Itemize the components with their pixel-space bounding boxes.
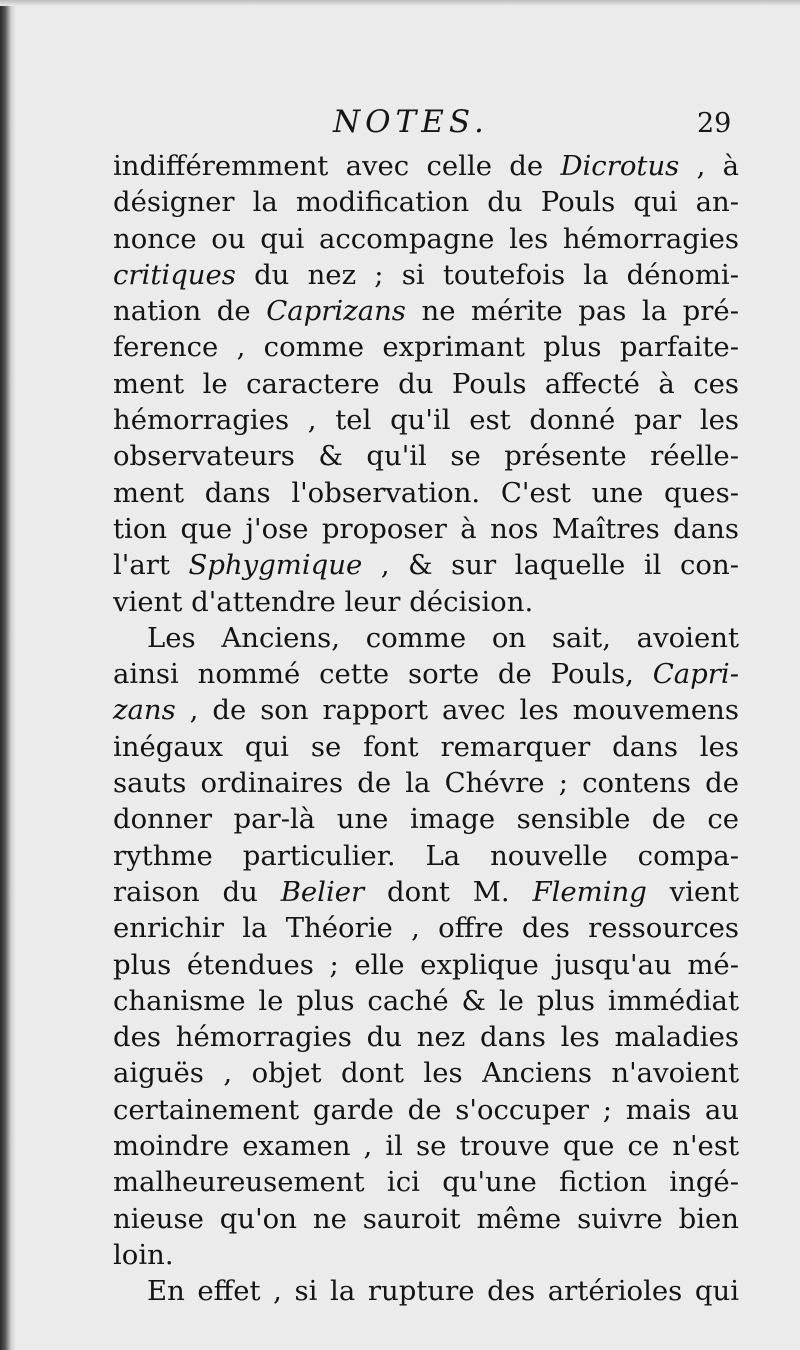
text-segment: nonce ou qui accompagne les hémorragies (113, 222, 739, 255)
text-segment: sauts ordinaires de la Chévre ; contens de (113, 767, 739, 800)
text-line (113, 329, 739, 365)
text-segment: désigner la modification du Pouls qui an- (113, 186, 739, 219)
body-text (113, 148, 739, 1310)
text-segment: , & sur laquelle il con- (362, 549, 739, 582)
running-head: NOTES. (333, 104, 489, 140)
text-line (113, 148, 739, 184)
italic-text: Belier (280, 875, 365, 908)
italic-text: zans (113, 694, 176, 727)
text-segment: ainsi nommé cette sorte de Pouls, (113, 658, 653, 691)
text-segment: vient d'attendre leur décision. (113, 585, 534, 618)
text-segment: ne mérite pas la pré- (405, 295, 739, 328)
book-spine-shadow (0, 0, 16, 1350)
text-segment: enrichir la Théorie , offre des ressources (113, 912, 739, 945)
text-segment: tion que j'ose proposer à nos Maîtres dans (113, 512, 739, 545)
text-line (113, 620, 739, 656)
text-line (113, 1092, 739, 1128)
text-segment: chanisme le plus caché & le plus immédiat (113, 984, 739, 1017)
text-segment: ment dans l'observation. C'est une ques- (113, 476, 739, 509)
text-segment: ference , comme exprimant plus parfaite- (113, 331, 739, 364)
page-top-edge (0, 0, 800, 6)
text-segment: vient (646, 875, 740, 908)
text-segment: , de son rapport avec les mouvemens (175, 694, 739, 727)
text-line (113, 257, 739, 293)
text-line (113, 1273, 739, 1309)
text-segment: moindre examen , il se trouve que ce n'est (113, 1130, 739, 1163)
page-number: 29 (697, 108, 732, 139)
text-line (113, 293, 739, 329)
italic-text: Sphygmique (188, 549, 363, 582)
text-line (113, 1055, 739, 1091)
text-line (113, 584, 739, 620)
text-line (113, 547, 739, 583)
text-line (113, 874, 739, 910)
text-segment: l'art (113, 549, 189, 582)
text-line (113, 801, 739, 837)
text-line (113, 475, 739, 511)
italic-text: Dicrotus (560, 150, 680, 182)
text-line (113, 656, 739, 692)
text-segment: aiguës , objet dont les Anciens n'avoient (113, 1057, 739, 1090)
text-line (113, 838, 739, 874)
text-segment: des hémorragies du nez dans les maladies (113, 1021, 739, 1054)
text-line (113, 1201, 739, 1237)
text-segment: Les Anciens, comme on sait, avoient (147, 621, 739, 654)
text-line (113, 1237, 739, 1273)
text-segment: donner par-là une image sensible de ce (113, 803, 739, 836)
text-line (113, 1128, 739, 1164)
text-line (113, 1019, 739, 1055)
text-line (113, 402, 739, 438)
text-segment: dont M. (364, 875, 533, 908)
italic-text: Caprizans (266, 295, 406, 328)
text-line (113, 438, 739, 474)
text-segment: nieuse qu'on ne sauroit même suivre bien (113, 1202, 739, 1235)
text-line (113, 366, 739, 402)
text-segment: indifféremment avec celle de (113, 150, 561, 182)
text-segment: En effet , si la rupture des artérioles qui (147, 1275, 739, 1308)
text-line (113, 1164, 739, 1200)
text-segment: , à (679, 150, 739, 182)
text-segment: observateurs & qu'il se présente réelle- (113, 440, 739, 473)
text-segment: certainement garde de s'occuper ; mais au (113, 1093, 739, 1126)
text-segment: ment le caractere du Pouls affecté à ces (113, 367, 739, 400)
text-segment: inégaux qui se font remarquer dans les (113, 730, 739, 763)
text-segment: malheureusement ici qu'une fiction ingé- (113, 1166, 739, 1199)
text-segment: hémorragies , tel qu'il est donné par les (113, 404, 739, 437)
italic-text: Fleming (532, 875, 647, 908)
text-segment: loin. (113, 1238, 174, 1271)
page-header (0, 104, 800, 144)
text-line (113, 910, 739, 946)
text-line (113, 221, 739, 257)
text-segment: rythme particulier. La nouvelle compa- (113, 839, 739, 872)
text-segment: raison du (113, 875, 281, 908)
text-line (113, 184, 739, 220)
text-line (113, 692, 739, 728)
text-segment: nation de (113, 295, 267, 328)
text-segment: plus étendues ; elle explique jusqu'au mé- (113, 948, 739, 981)
text-line (113, 511, 739, 547)
text-line (113, 983, 739, 1019)
italic-text: Capri- (652, 658, 739, 691)
text-line (113, 765, 739, 801)
text-line (113, 947, 739, 983)
italic-text: critiques (113, 258, 236, 291)
text-line (113, 729, 739, 765)
text-segment: du nez ; si toutefois la dénomi- (235, 258, 739, 291)
